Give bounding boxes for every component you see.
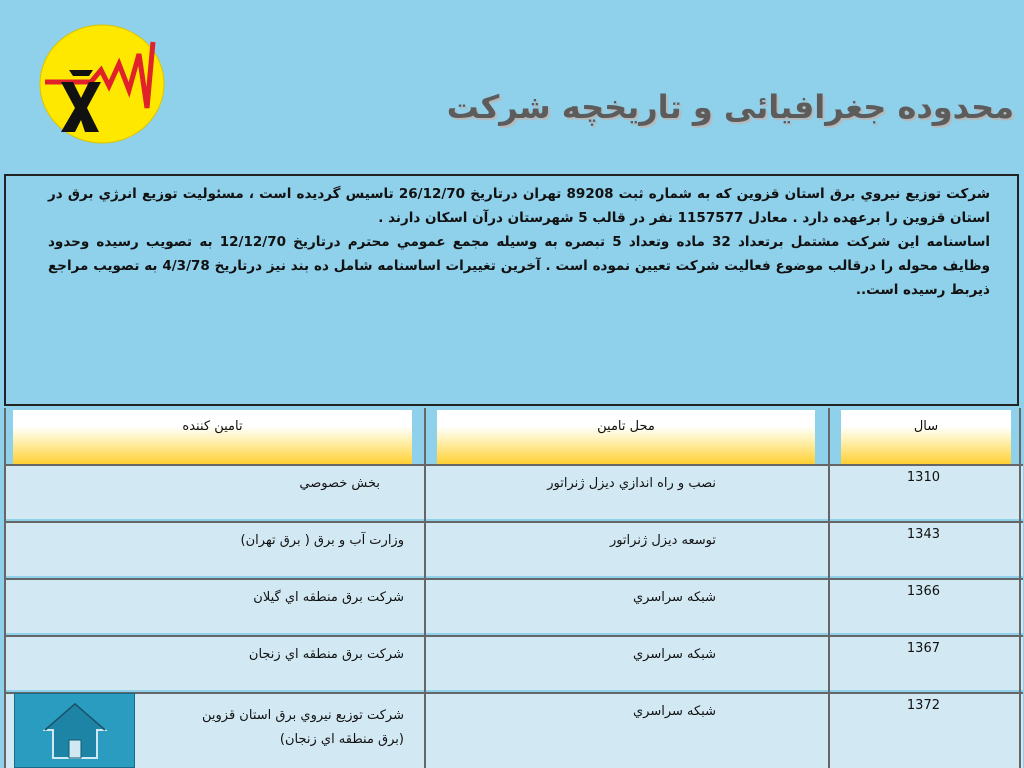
year-cell: 1366 <box>906 584 940 599</box>
header-year: سال <box>841 410 1011 464</box>
company-description <box>48 182 990 302</box>
table-row <box>4 521 1023 576</box>
header-place: محل تامين <box>437 410 815 464</box>
place-cell: توسعه ديزل ژنراتور <box>609 533 716 548</box>
supplier-line-2: (برق منطقه اي زنجان) <box>279 732 404 747</box>
header-supplier: تامين کننده <box>13 410 412 464</box>
supplier-line-1: شرکت توزيع نيروي برق استان قزوين <box>202 708 404 723</box>
supplier-cell: وزارت آب و برق ( برق تهران) <box>240 533 404 548</box>
place-cell: شبکه سراسري <box>632 590 716 605</box>
year-cell: 1310 <box>906 470 940 485</box>
table-row <box>4 464 1023 519</box>
column-divider <box>4 408 6 768</box>
column-divider <box>1019 408 1021 768</box>
place-cell: شبکه سراسري <box>632 647 716 662</box>
company-description-box <box>4 174 1019 406</box>
supplier-cell: شرکت برق منطقه اي زنجان <box>248 647 404 662</box>
company-logo <box>39 24 165 144</box>
supplier-cell: شرکت برق منطقه اي گيلان <box>253 590 404 605</box>
place-cell: نصب و راه اندازي ديزل ژنراتور <box>547 476 716 491</box>
supplier-cell: بخش خصوصي <box>299 476 380 491</box>
table-row <box>4 635 1023 690</box>
supply-history-table <box>4 408 1023 768</box>
column-divider <box>828 408 830 768</box>
column-divider <box>424 408 426 768</box>
year-cell: 1367 <box>906 641 940 656</box>
description-paragraph-2: اساسنامه اين شرکت مشتمل برتعداد 32 ماده وتعداد 5 تبصره به وسيله مجمع عمومي محترم درتاريخ 12/12/70 به تصويب رسيده وحدود وظايف محوله را درقالب موضوع فعاليت شرکت تعيين نموده است . آخرين تغييرات اساسنامه شامل ده بند نيز درتاريخ 4/3/78 به تصويب مراجع ذيربط رسيده است.. <box>48 234 991 298</box>
home-button[interactable] <box>14 693 135 768</box>
table-row <box>4 692 1023 768</box>
slide-title: محدوده جغرافيائی و تاريخچه شرکت <box>446 88 1014 126</box>
year-cell: 1372 <box>906 698 940 713</box>
home-icon <box>43 702 107 760</box>
description-paragraph-1: شرکت توزيع نيروي برق استان قزوين که به شماره ثبت 89208 تهران درتاريخ 26/12/70 تاسيس گرديده است ، مسئوليت توزيع انرژي برق در استان قزوين را برعهده دارد . معادل 1157577 نفر در قالب 5 شهرستان درآن اسکان دارند . <box>48 186 991 226</box>
table-row <box>4 578 1023 633</box>
place-cell: شبکه سراسري <box>632 704 716 719</box>
year-cell: 1343 <box>906 527 940 542</box>
